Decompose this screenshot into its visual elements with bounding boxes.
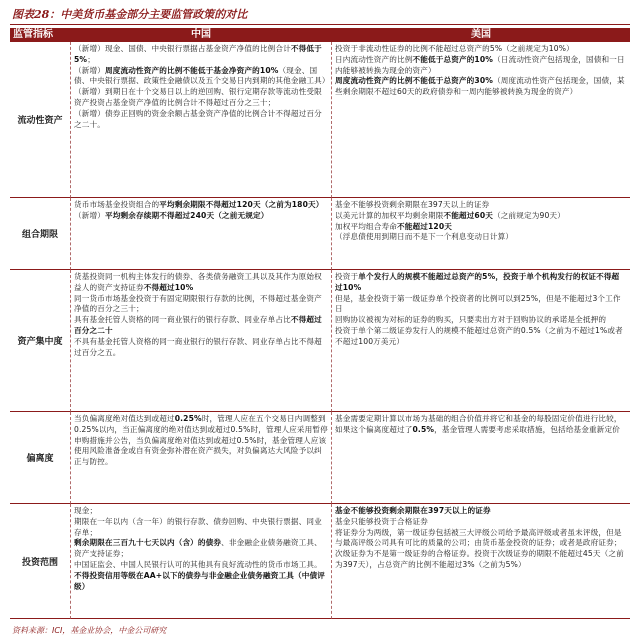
- paragraph: 加权平均组合寿命不能超过120天（浮息债使用到期日而不是下一个利息变动日计算）: [335, 221, 514, 242]
- paragraph: 基金不能够投资剩余期限在397天以上的证券: [335, 506, 491, 515]
- paragraph: （新增）现金、国债、中央银行票据占基金资产净值的比例合计不得低于5%；: [74, 44, 322, 64]
- paragraph: 基金只能够投资于合格证券: [335, 516, 428, 526]
- paragraph: 期限在一年以内（含一年）的银行存款、债券回购、中央银行票据、同业存单；: [74, 516, 322, 537]
- paragraph: 投资于单个第二级证券发行人的规模不能超过总资产的0.5%（之前为不超过1%或者不超过100万美元）: [335, 325, 623, 346]
- paragraph: （新增）债券正回购的资金余额占基金资产净值的比例合计不得超过百分之二十。: [74, 108, 322, 129]
- paragraph: 同一货币市场基金投资于有固定期限银行存款的比例，不得超过基金资产净值的百分之三十；: [74, 293, 322, 314]
- paragraph: 具有基金托管人资格的同一商业银行的银行存款、同业存单占比不得超过百分之二十: [74, 315, 322, 335]
- us-maturity-cell: [332, 198, 630, 270]
- paragraph: 回购协议被视为对标的证券的购买，只要卖出方对于回购协议的承诺是全抵押的: [335, 315, 607, 325]
- paragraph: 不得投资信用等级在AA+以下的债券与非金融企业债务融资工具（中债评级）: [74, 570, 325, 591]
- china-liquidity-cell: [70, 42, 332, 198]
- source-note: 资料来源：ICI，基金业协会，中金公司研究: [12, 626, 167, 635]
- paragraph: （新增）周度流动性资产的比例不能低于基金净资产的10%（现金、国债、中央银行票据、政策性金融债以及五个交易日内到期的其他金融工具）: [74, 65, 330, 86]
- paragraph: 日内流动性资产的比例不能低于总资产的10%（日流动性资产包括现金，国债和一日内能够被转换为现金的资产）: [335, 54, 625, 75]
- china-deviation-cell: [70, 412, 332, 504]
- row-label-liquidity: 流动性资产: [10, 42, 70, 198]
- paragraph: 周度流动性资产的比例不能低于总资产的30%（周度流动性资产包括现金，国债，某些剩余期限不超过60天的政府债券和一周内能够被转换为现金的资产）: [335, 76, 625, 97]
- paragraph: 货币市场基金投资组合的平均剩余期限不得超过120天（之前为180天）: [74, 200, 324, 209]
- paragraph: 投资于非流动性证券的比例不能超过总资产的5%（之前规定为10%）: [335, 44, 574, 53]
- paragraph: 以美元计算的加权平均剩余期限不能超过60天（之前规定为90天）: [335, 210, 565, 220]
- paragraph: 投资于单个发行人的规模不能超过总资产的5%，投资于单个机构发行的权证不得超过10%: [335, 272, 620, 292]
- us-deviation-cell: [332, 412, 630, 504]
- us-concentration-cell: [332, 270, 630, 412]
- paragraph: 但是，基金投资于第一级证券单个投资者的比例可以到25%，但是不能超过3个工作日: [335, 293, 621, 314]
- china-scope-cell: [70, 504, 332, 619]
- header-us: 美国: [332, 28, 630, 42]
- paragraph: 剩余期限在三百九十七天以内（含）的债券、非金融企业债务融资工具、资产支持证券；: [74, 538, 322, 559]
- row-label-maturity: 组合期限: [10, 198, 70, 270]
- paragraph: 货基投资同一机构主体发行的债券、各类债务融资工具以及其作为原始权益人的资产支持证券不得超过10%: [74, 272, 322, 292]
- us-liquidity-cell: [332, 42, 630, 198]
- paragraph: 现金；: [74, 506, 98, 515]
- paragraph: （新增）到期日在十个交易日以上的逆回购、银行定期存款等流动性受限资产投资占基金资产净值的比例合计不得超过百分之三十；: [74, 87, 322, 107]
- comparison-table: [10, 28, 630, 619]
- header-china: 中国: [70, 28, 332, 42]
- row-label-concentration: 资产集中度: [10, 270, 70, 412]
- paragraph: （新增）平均剩余存续期不得超过240天（之前无规定）: [74, 210, 269, 220]
- figure-title: 图表28：中美货币基金部分主要监管政策的对比: [12, 8, 248, 21]
- paragraph: 不具有基金托管人资格的同一商业银行的银行存款、同业存单占比不得超过百分之五。: [74, 336, 322, 357]
- china-concentration-cell: [70, 270, 332, 412]
- row-label-deviation: 偏离度: [10, 412, 70, 504]
- paragraph: 中国证监会、中国人民银行认可的其他具有良好流动性的货币市场工具。: [74, 559, 322, 569]
- china-maturity-cell: [70, 198, 332, 270]
- paragraph: 基金不能够投资剩余期限在397天以上的证券: [335, 200, 490, 209]
- paragraph: 将证券分为两级，第一级证券包括被三大评级公司给予最高评级或者虽未评级，但是与最高评级公司具有可比的质量的公司；由货币基金投资的证券；或者是政府证券；次级证券为不是第一级证券的合格证券。投资于次级证券的期限不能超过45天（之前为397天），占总资产的比例不能超过3%（之前为5%）: [335, 527, 624, 569]
- title-divider: [10, 24, 630, 25]
- row-label-scope: 投资范围: [10, 504, 70, 619]
- paragraph: 基金需要定期计算以市场为基础的组合价值并将它和基金的每股固定价值进行比较，如果这个偏离度超过了0.5%，基金管理人需要考虑采取措施，包括给基金重新定价: [335, 414, 622, 434]
- header-indicator: 监管指标: [10, 28, 70, 42]
- us-scope-cell: [332, 504, 630, 619]
- paragraph: 当负偏离度绝对值达到或超过0.25%时，管理人应在五个交易日内调整到0.25%以内，当正偏离度的绝对值达到或超过0.5%时，管理人应采用暂停申购措施并公告，当负偏离度绝对值达到或超过0.5%时，基金管理人应该使用风险准备金或自有资金弥补潜在资产损失，对负偏离达大风险予以纠正与防控。: [74, 414, 328, 467]
